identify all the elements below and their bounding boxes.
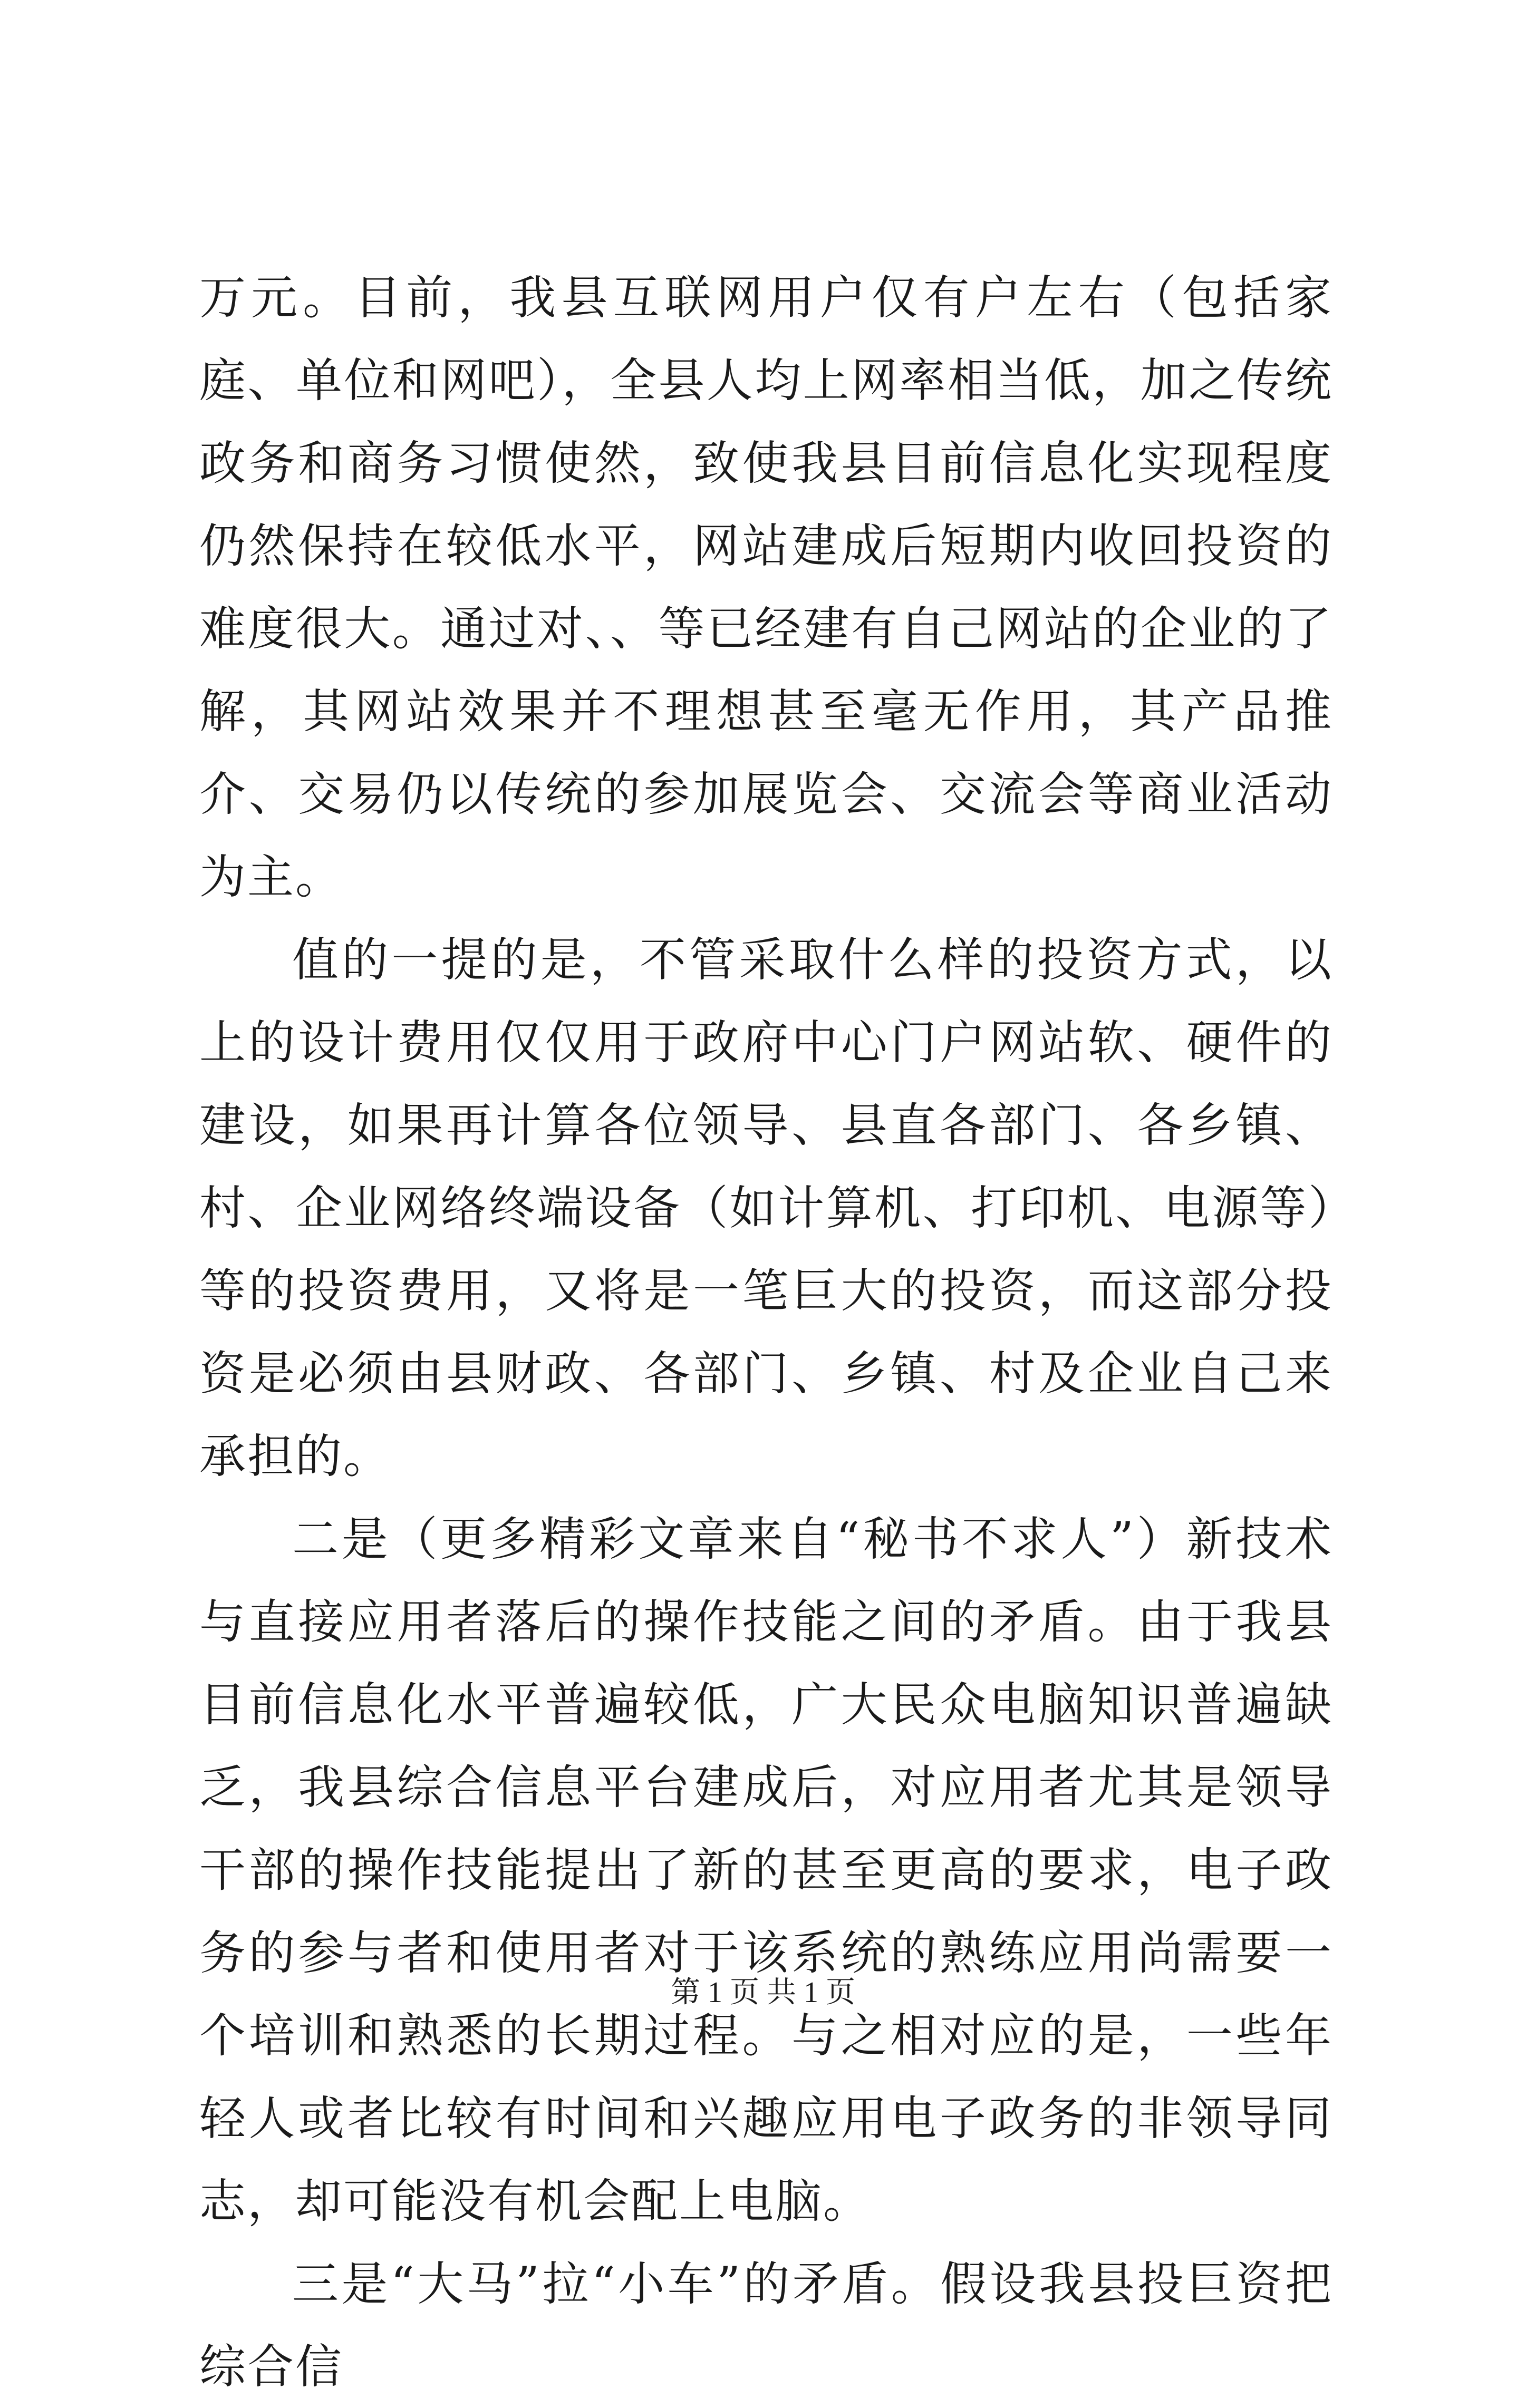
paragraph-intro: 万元。目前，我县互联网用户仅有户左右（包括家庭、单位和网吧），全县人均上网率相当低，加之传统政务和商务习惯使然，致使我县目前信息化实现程度仍然保持在较低水平，网站建成后短期内收回投资的难度很大。通过对、、等已经建有自己网站的企业的了解，其网站效果并不理想甚至毫无作用，其产品推介、交易仍以传统的参加展览会、交流会等商业活动为主。: [199, 270, 1333, 904]
page-footer: 第 1 页 共 1 页: [671, 1976, 855, 2009]
document-body: [199, 256, 1333, 2408]
paragraph-second-point: 二是（更多精彩文章来自“秘书不求人”）新技术与直接应用者落后的操作技能之间的矛盾。由于我县目前信息化水平普遍较低，广大民众电脑知识普遍缺乏，我县综合信息平台建成后，对应用者尤其是领导干部的操作技能提出了新的甚至更高的要求，电子政务的参与者和使用者对于该系统的熟练应用尚需要一个培训和熟悉的长期过程。与之相对应的是，一些年轻人或者比较有时间和兴趣应用电子政务的非领导同志，却可能没有机会配上电脑。: [199, 1512, 1333, 2228]
paragraph-third-point: 三是“大马”拉“小车”的矛盾。假设我县投巨资把综合信: [199, 2257, 1333, 2394]
paragraph-investment-note: 值的一提的是，不管采取什么样的投资方式，以上的设计费用仅仅用于政府中心门户网站软、硬件的建设，如果再计算各位领导、县直各部门、各乡镇、村、企业网络终端设备（如计算机、打印机、电源等）等的投资费用，又将是一笔巨大的投资，而这部分投资是必须由县财政、各部门、乡镇、村及企业自己来承担的。: [199, 933, 1333, 1483]
